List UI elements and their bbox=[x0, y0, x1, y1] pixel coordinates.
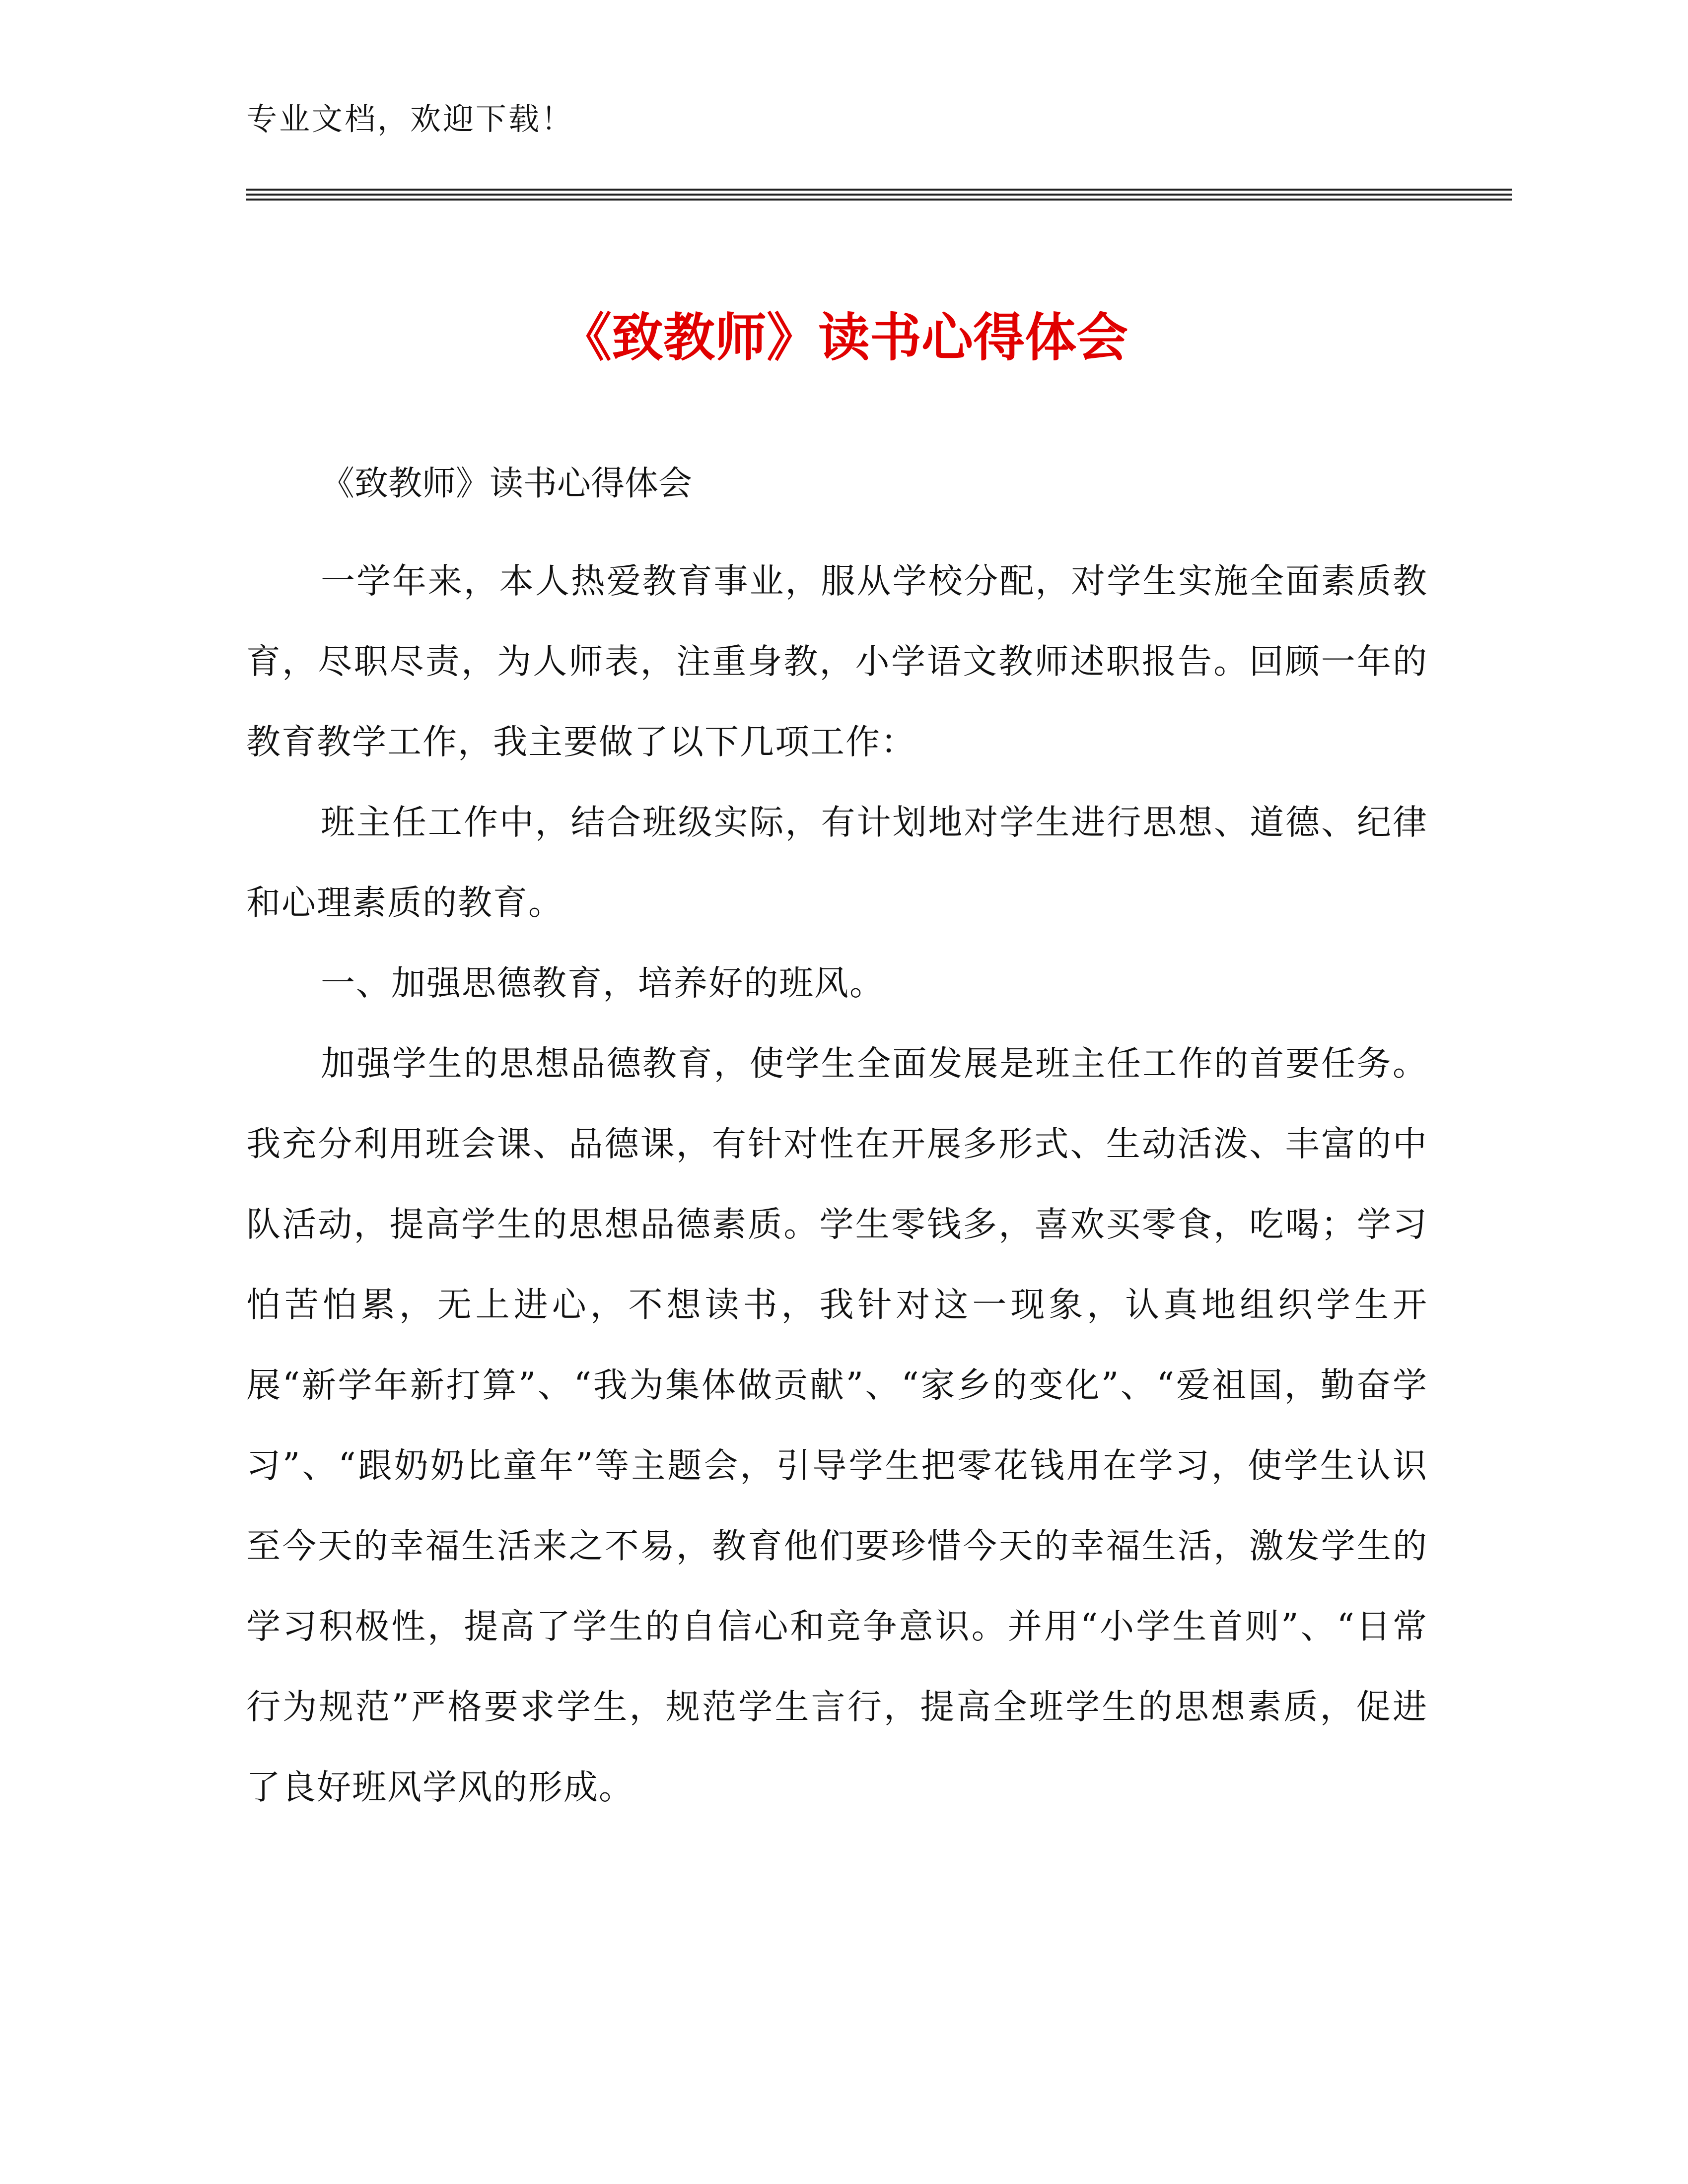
paragraph-moral-education: 加强学生的思想品德教育，使学生全面发展是班主任工作的首要任务。我充分利用班会课、品德课，有针对性在开展多形式、生动活泼、丰富的中队活动，提高学生的思想品德素质。学生零钱多，喜欢买零食，吃喝；学习怕苦怕累，无上进心，不想读书，我针对这一现象，认真地组织学生开展“新学年新打算”、“我为集体做贡献”、“家乡的变化”、“爱祖国，勤奋学习”、“跟奶奶比童年”等主题会，引导学生把零花钱用在学习，使学生认识至今天的幸福生活来之不易，教育他们要珍惜今天的幸福生活，激发学生的学习积极性，提高了学生的自信心和竞争意识。并用“小学生首则”、“日常行为规范”严格要求学生，规范学生言行，提高全班学生的思想素质，促进了良好班风学风的形成。 bbox=[246, 1044, 1428, 1807]
paragraph-intro: 一学年来，本人热爱教育事业，服从学校分配，对学生实施全面素质教育，尽职尽责，为人师表，注重身教，小学语文教师述职报告。回顾一年的教育教学工作，我主要做了以下几项工作： bbox=[246, 561, 1428, 762]
document-subtitle: 《致教师》读书心得体会 bbox=[321, 464, 693, 503]
paragraph-class-teacher: 班主任工作中，结合班级实际，有计划地对学生进行思想、道德、纪律和心理素质的教育。 bbox=[246, 803, 1428, 923]
paragraph-section-heading: 一、加强思德教育，培养好的班风。 bbox=[321, 963, 885, 1003]
header-rule-bottom bbox=[246, 199, 1512, 201]
header-rule-top bbox=[246, 189, 1512, 191]
document-body bbox=[246, 462, 1428, 1828]
header-rule-middle bbox=[246, 194, 1512, 196]
header-note: 专业文档，欢迎下载！ bbox=[246, 101, 574, 137]
document-title: 《致教师》读书心得体会 bbox=[560, 307, 1128, 368]
